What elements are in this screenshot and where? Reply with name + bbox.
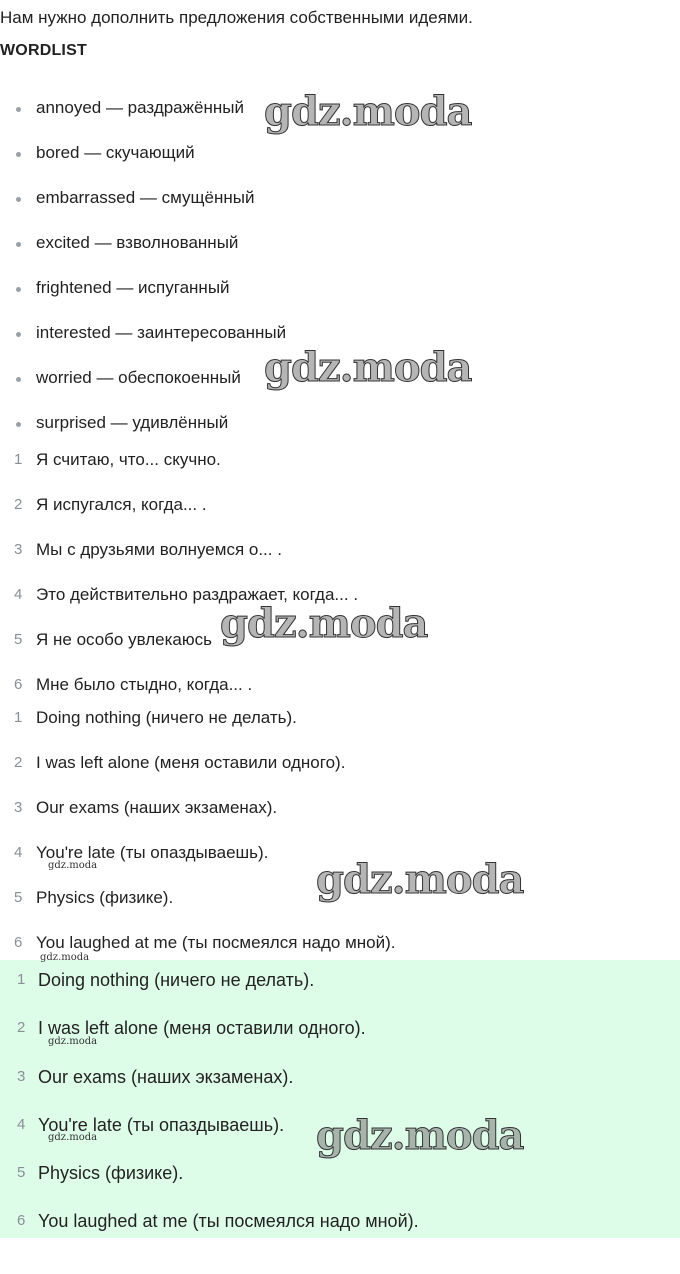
bullet-icon xyxy=(16,197,21,202)
prompt-item: 2 Я испугался, когда... . xyxy=(14,495,207,514)
watermark: gdz.moda xyxy=(220,600,428,647)
prompt-item: 1 Я считаю, что... скучно. xyxy=(14,450,221,469)
wordlist-item: annoyed — раздражённый xyxy=(0,94,680,139)
watermark: gdz.moda xyxy=(316,856,524,903)
bullet-icon xyxy=(16,377,21,382)
highlighted-answer-item: 2 I was left alone (меня оставили одного). xyxy=(17,1018,366,1039)
answer-item: 6 You laughed at me (ты посмеялся надо мной). xyxy=(14,933,396,952)
intro-text: Нам нужно дополнить предложения собственными идеями. xyxy=(0,8,473,27)
watermark-small: gdz.moda xyxy=(48,1132,98,1143)
wordlist-heading: WORDLIST xyxy=(0,42,87,59)
watermark-small: gdz.moda xyxy=(48,1036,98,1047)
watermark-small: gdz.moda xyxy=(40,952,90,963)
watermark: gdz.moda xyxy=(316,1112,524,1159)
highlighted-answer-item: 6 You laughed at me (ты посмеялся надо мной). xyxy=(17,1211,419,1232)
wordlist-item: frightened — испуганный xyxy=(0,274,680,319)
watermark: gdz.moda xyxy=(264,344,472,391)
wordlist-item: surprised — удивлённый xyxy=(0,409,680,454)
bullet-icon xyxy=(16,422,21,427)
wordlist-item: interested — заинтересованный xyxy=(0,319,680,364)
answer-item: 1 Doing nothing (ничего не делать). xyxy=(14,708,297,727)
prompt-item: 5 Я не особо увлекаюсь xyxy=(14,630,212,649)
prompt-list xyxy=(0,446,680,716)
bullet-icon xyxy=(16,107,21,112)
prompt-item: 6 Мне было стыдно, когда... . xyxy=(14,675,253,694)
highlighted-answer-list xyxy=(0,966,680,1256)
highlighted-answer-item: 5 Physics (физике). xyxy=(17,1163,184,1184)
watermark: gdz.moda xyxy=(264,88,472,135)
prompt-item: 4 Это действительно раздражает, когда... . xyxy=(14,585,359,604)
prompt-item: 3 Мы с друзьями волнуемся о... . xyxy=(14,540,282,559)
bullet-icon xyxy=(16,332,21,337)
wordlist xyxy=(0,94,680,454)
answer-item: 2 I was left alone (меня оставили одного). xyxy=(14,753,346,772)
bullet-icon xyxy=(16,152,21,157)
answer-item: 5 Physics (физике). xyxy=(14,888,174,907)
answer-list xyxy=(0,704,680,974)
wordlist-item: bored — скучающий xyxy=(0,139,680,184)
highlighted-answer-item: 1 Doing nothing (ничего не делать). xyxy=(17,970,315,990)
wordlist-item: excited — взволнованный xyxy=(0,229,680,274)
highlighted-answer-item: 3 Our exams (наших экзаменах). xyxy=(17,1066,294,1087)
answer-item: 4 You're late (ты опаздываешь). xyxy=(14,843,269,862)
bullet-icon xyxy=(16,287,21,292)
wordlist-item: worried — обеспокоенный xyxy=(0,364,680,409)
watermark-small: gdz.moda xyxy=(48,860,98,871)
bullet-icon xyxy=(16,242,21,247)
wordlist-item: embarrassed — смущённый xyxy=(0,184,680,229)
answer-item: 3 Our exams (наших экзаменах). xyxy=(14,798,278,817)
highlighted-answer-item: 4 You're late (ты опаздываешь). xyxy=(17,1114,285,1135)
